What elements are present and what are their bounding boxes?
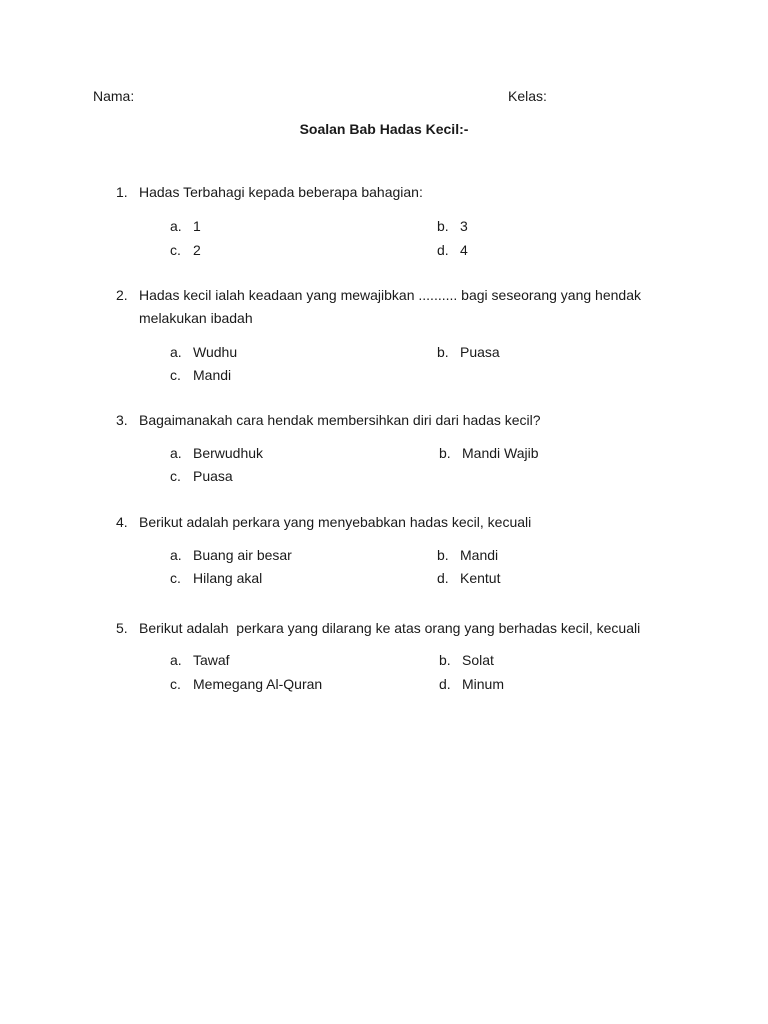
question-number: 4. bbox=[116, 514, 128, 530]
question-text: Berikut adalah perkara yang dilarang ke atas orang yang berhadas kecil, kecuali bbox=[139, 620, 641, 636]
option-text: Puasa bbox=[460, 344, 500, 360]
option-letter: a. bbox=[170, 445, 182, 461]
question-text: Hadas kecil ialah keadaan yang mewajibkan .......... bagi seseorang yang hendak bbox=[139, 287, 641, 303]
option-letter: c. bbox=[170, 367, 181, 383]
option-letter: d. bbox=[439, 676, 451, 692]
question-number: 5. bbox=[116, 620, 128, 636]
question-number: 1. bbox=[116, 184, 128, 200]
option-letter: c. bbox=[170, 676, 181, 692]
option-letter: c. bbox=[170, 242, 181, 258]
option-letter: b. bbox=[437, 218, 449, 234]
option-text: Buang air besar bbox=[193, 547, 292, 563]
option-letter: a. bbox=[170, 547, 182, 563]
option-letter: d. bbox=[437, 242, 449, 258]
option-letter: a. bbox=[170, 344, 182, 360]
option-text: Wudhu bbox=[193, 344, 238, 360]
option-letter: b. bbox=[437, 344, 449, 360]
option-letter: a. bbox=[170, 652, 182, 668]
option-text: Berwudhuk bbox=[193, 445, 264, 461]
page-title: Soalan Bab Hadas Kecil:- bbox=[299, 121, 469, 137]
option-text: Solat bbox=[462, 652, 494, 668]
option-letter: b. bbox=[439, 652, 451, 668]
option-text: Mandi bbox=[193, 367, 232, 383]
option-text: 2 bbox=[193, 242, 201, 258]
option-text: Mandi bbox=[460, 547, 499, 563]
option-letter: c. bbox=[170, 468, 181, 484]
question-number: 2. bbox=[116, 287, 128, 303]
option-text: 4 bbox=[460, 242, 468, 258]
option-text: Puasa bbox=[193, 468, 233, 484]
question-text: Hadas Terbahagi kepada beberapa bahagian: bbox=[139, 184, 423, 200]
question-text: Berikut adalah perkara yang menyebabkan hadas kecil, kecuali bbox=[139, 514, 532, 530]
option-text: Hilang akal bbox=[193, 570, 263, 586]
option-text: Tawaf bbox=[193, 652, 230, 668]
option-text: Minum bbox=[462, 676, 505, 692]
option-letter: a. bbox=[170, 218, 182, 234]
option-text: Memegang Al-Quran bbox=[193, 676, 323, 692]
option-text: 1 bbox=[193, 218, 201, 234]
option-text: Mandi Wajib bbox=[462, 445, 539, 461]
option-letter: d. bbox=[437, 570, 449, 586]
option-letter: c. bbox=[170, 570, 181, 586]
question-number: 3. bbox=[116, 412, 128, 428]
nama-label: Nama: bbox=[93, 88, 135, 104]
option-text: Kentut bbox=[460, 570, 501, 586]
option-letter: b. bbox=[439, 445, 451, 461]
question-text-continuation: melakukan ibadah bbox=[139, 310, 253, 326]
kelas-label: Kelas: bbox=[508, 88, 547, 104]
option-letter: b. bbox=[437, 547, 449, 563]
question-text: Bagaimanakah cara hendak membersihkan diri dari hadas kecil? bbox=[139, 412, 541, 428]
option-text: 3 bbox=[460, 218, 468, 234]
